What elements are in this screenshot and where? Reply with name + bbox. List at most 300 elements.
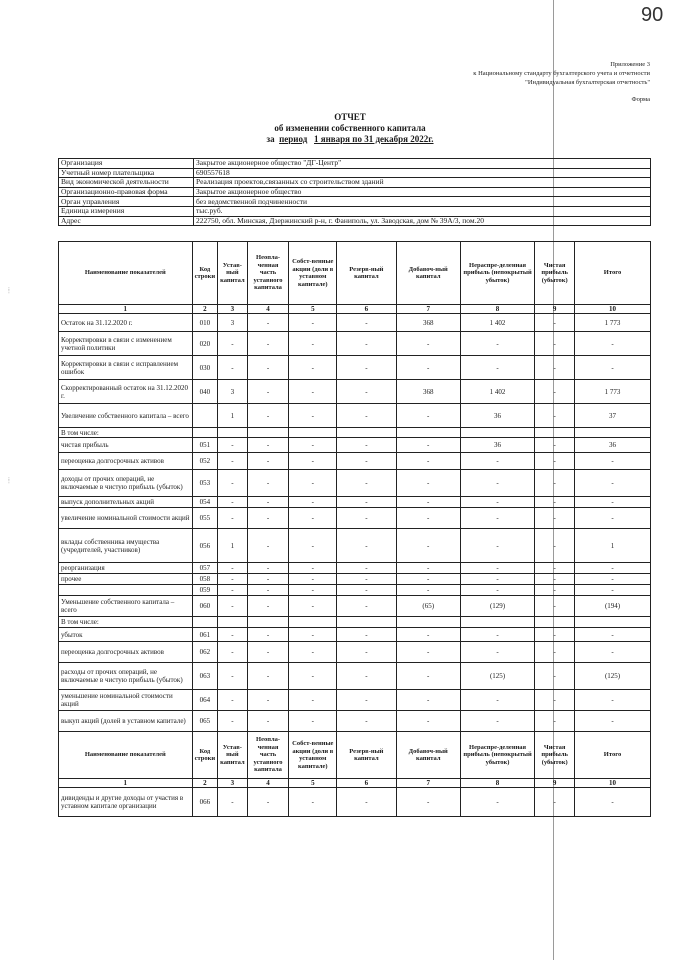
value-cell: - <box>460 529 534 563</box>
value-cell: - <box>535 380 575 404</box>
value-cell: - <box>218 332 248 356</box>
value-cell: (65) <box>396 596 460 617</box>
value-cell: - <box>575 574 651 585</box>
value-cell <box>218 617 248 628</box>
value-cell: - <box>289 596 337 617</box>
value-cell: - <box>337 628 396 642</box>
row-label: выпуск дополнительных акций <box>59 497 193 508</box>
value-cell: - <box>247 356 289 380</box>
appendix-line-3: "Индивидуальная бухгалтерская отчетность" <box>525 79 650 86</box>
header-cell-c5: Собст-венные акции (доли в уставном капитале) <box>289 732 337 779</box>
table-row <box>59 596 651 617</box>
value-cell: - <box>289 585 337 596</box>
title-dates: 1 января по 31 декабря 2022г. <box>314 134 434 144</box>
value-cell: - <box>575 585 651 596</box>
value-cell: - <box>396 332 460 356</box>
value-cell <box>218 428 248 438</box>
column-number: 7 <box>396 305 460 314</box>
appendix-line-2: к Национальному стандарту бухгалтерского учета и отчетности <box>473 70 650 77</box>
value-cell: - <box>247 332 289 356</box>
value-cell: 37 <box>575 404 651 428</box>
value-cell: - <box>247 438 289 453</box>
value-cell: - <box>337 470 396 497</box>
value-cell: - <box>218 508 248 529</box>
value-cell: - <box>460 711 534 732</box>
value-cell: - <box>218 453 248 470</box>
value-cell: (129) <box>460 596 534 617</box>
row-code: 030 <box>192 356 218 380</box>
table-row <box>59 711 651 732</box>
value-cell: - <box>337 574 396 585</box>
column-number: 4 <box>247 305 289 314</box>
row-code: 062 <box>192 642 218 663</box>
row-label: увеличение номинальной стоимости акций <box>59 508 193 529</box>
column-number: 4 <box>247 779 289 788</box>
row-code: 020 <box>192 332 218 356</box>
value-cell: - <box>575 642 651 663</box>
info-row <box>59 206 651 216</box>
value-cell: 1 <box>218 404 248 428</box>
info-key: Адрес <box>59 216 194 226</box>
value-cell: - <box>535 332 575 356</box>
value-cell: 3 <box>218 314 248 332</box>
value-cell: - <box>337 563 396 574</box>
value-cell: 1 402 <box>460 380 534 404</box>
header-cell-c6: Резерв-ный капитал <box>337 732 396 779</box>
value-cell: - <box>289 453 337 470</box>
value-cell: - <box>396 690 460 711</box>
title-line-2: об изменении собственного капитала <box>274 123 426 133</box>
info-value: тыс.руб. <box>194 206 651 216</box>
info-row <box>59 168 651 178</box>
value-cell: - <box>289 663 337 690</box>
value-cell: - <box>289 470 337 497</box>
value-cell: 1 <box>218 529 248 563</box>
value-cell: - <box>218 642 248 663</box>
value-cell: - <box>535 574 575 585</box>
value-cell: - <box>218 574 248 585</box>
value-cell: - <box>247 690 289 711</box>
value-cell: - <box>535 470 575 497</box>
value-cell: - <box>247 628 289 642</box>
column-number-row <box>59 779 651 788</box>
header-cell-c7: Добавоч-ный капитал <box>396 242 460 305</box>
value-cell: - <box>535 453 575 470</box>
value-cell: - <box>535 529 575 563</box>
row-code: 056 <box>192 529 218 563</box>
row-code <box>192 404 218 428</box>
value-cell: - <box>396 563 460 574</box>
value-cell: - <box>396 788 460 817</box>
value-cell: - <box>575 711 651 732</box>
header-cell-c10: Итого <box>575 242 651 305</box>
row-label: уменьшение номинальной стоимости акций <box>59 690 193 711</box>
appendix-note <box>420 60 650 87</box>
value-cell: - <box>460 508 534 529</box>
value-cell: - <box>460 563 534 574</box>
value-cell: - <box>535 711 575 732</box>
column-number: 6 <box>337 779 396 788</box>
row-code: 055 <box>192 508 218 529</box>
info-value: 690557618 <box>194 168 651 178</box>
table-row <box>59 563 651 574</box>
info-key: Учетный номер плательщика <box>59 168 194 178</box>
table-row <box>59 470 651 497</box>
value-cell: - <box>247 642 289 663</box>
value-cell: 1 773 <box>575 314 651 332</box>
row-code: 010 <box>192 314 218 332</box>
value-cell: - <box>460 332 534 356</box>
table-row <box>59 529 651 563</box>
value-cell: - <box>535 585 575 596</box>
value-cell: - <box>218 788 248 817</box>
value-cell: - <box>535 596 575 617</box>
value-cell <box>396 428 460 438</box>
value-cell: - <box>396 529 460 563</box>
row-label: переоценка долгосрочных активов <box>59 453 193 470</box>
value-cell: - <box>218 585 248 596</box>
row-label: В том числе: <box>59 428 193 438</box>
value-cell: - <box>575 332 651 356</box>
value-cell: - <box>247 497 289 508</box>
info-value: без ведомственной подчиненности <box>194 197 651 207</box>
column-number: 1 <box>59 305 193 314</box>
value-cell: - <box>575 470 651 497</box>
value-cell: - <box>337 314 396 332</box>
row-label: Остаток на 31.12.2020 г. <box>59 314 193 332</box>
table-row <box>59 314 651 332</box>
value-cell: - <box>535 788 575 817</box>
value-cell: - <box>396 508 460 529</box>
header-cell-name: Наименование показателей <box>59 242 193 305</box>
table-row <box>59 380 651 404</box>
value-cell: - <box>247 404 289 428</box>
header-cell-c4: Неопла-ченная часть уставного капитала <box>247 732 289 779</box>
value-cell: (125) <box>575 663 651 690</box>
value-cell: - <box>337 788 396 817</box>
value-cell: - <box>396 356 460 380</box>
row-label: доходы от прочих операций, не включаемые в чистую прибыль (убыток) <box>59 470 193 497</box>
value-cell: 368 <box>396 314 460 332</box>
value-cell <box>460 428 534 438</box>
row-code: 057 <box>192 563 218 574</box>
header-cell-c8: Нераспре-деленная прибыль (непокрытый убыток) <box>460 732 534 779</box>
value-cell: - <box>337 438 396 453</box>
value-cell: - <box>218 596 248 617</box>
value-cell: - <box>575 788 651 817</box>
row-code: 051 <box>192 438 218 453</box>
header-cell-name: Наименование показателей <box>59 732 193 779</box>
value-cell: - <box>460 453 534 470</box>
header-row <box>59 242 651 305</box>
header-cell-c9: Чистая прибыль (убыток) <box>535 732 575 779</box>
page-number: 90 <box>641 4 664 26</box>
row-code <box>192 617 218 628</box>
info-value: Закрытое акционерное общество "ДГ-Центр" <box>194 159 651 169</box>
row-label: Уменьшение собственного капитала – всего <box>59 596 193 617</box>
value-cell <box>575 617 651 628</box>
column-number: 3 <box>218 305 248 314</box>
value-cell: - <box>247 563 289 574</box>
header-cell-c5: Собст-венные акции (доли в уставном капитале) <box>289 242 337 305</box>
value-cell: - <box>460 690 534 711</box>
value-cell: 3 <box>218 380 248 404</box>
column-number: 1 <box>59 779 193 788</box>
value-cell: - <box>247 788 289 817</box>
row-code: 059 <box>192 585 218 596</box>
value-cell: - <box>460 628 534 642</box>
info-row <box>59 197 651 207</box>
row-label: переоценка долгосрочных активов <box>59 642 193 663</box>
value-cell: - <box>460 585 534 596</box>
value-cell <box>396 617 460 628</box>
value-cell: - <box>289 404 337 428</box>
value-cell: - <box>247 663 289 690</box>
column-number: 5 <box>289 305 337 314</box>
value-cell: - <box>337 356 396 380</box>
value-cell: - <box>247 453 289 470</box>
value-cell: - <box>337 529 396 563</box>
column-number: 10 <box>575 779 651 788</box>
info-row <box>59 216 651 226</box>
value-cell: - <box>289 508 337 529</box>
value-cell <box>575 428 651 438</box>
value-cell: - <box>337 711 396 732</box>
value-cell: 1 773 <box>575 380 651 404</box>
row-code: 060 <box>192 596 218 617</box>
value-cell: - <box>289 380 337 404</box>
organization-info-table <box>58 158 651 226</box>
value-cell: - <box>396 470 460 497</box>
value-cell: - <box>337 404 396 428</box>
value-cell: - <box>218 356 248 380</box>
value-cell <box>535 428 575 438</box>
value-cell: - <box>289 314 337 332</box>
value-cell: - <box>575 356 651 380</box>
table-row <box>59 690 651 711</box>
column-number: 2 <box>192 779 218 788</box>
column-number: 9 <box>535 779 575 788</box>
column-number: 8 <box>460 779 534 788</box>
value-cell: - <box>289 711 337 732</box>
header-cell-c4: Неопла-ченная часть уставного капитала <box>247 242 289 305</box>
title-za: за <box>266 134 275 144</box>
info-key: Организационно-правовая форма <box>59 187 194 197</box>
row-label: убыток <box>59 628 193 642</box>
value-cell: - <box>535 628 575 642</box>
value-cell: - <box>337 380 396 404</box>
value-cell: - <box>535 642 575 663</box>
row-label: прочее <box>59 574 193 585</box>
table-row <box>59 788 651 817</box>
value-cell: - <box>575 690 651 711</box>
value-cell: - <box>247 529 289 563</box>
row-label <box>59 585 193 596</box>
value-cell: - <box>396 585 460 596</box>
value-cell <box>289 428 337 438</box>
title-line-1: ОТЧЕТ <box>334 112 366 122</box>
value-cell: - <box>247 314 289 332</box>
value-cell: - <box>396 404 460 428</box>
column-number: 7 <box>396 779 460 788</box>
value-cell: - <box>218 628 248 642</box>
row-code: 040 <box>192 380 218 404</box>
header-cell-code: Код строки <box>192 732 218 779</box>
value-cell: - <box>218 663 248 690</box>
header-cell-c9: Чистая прибыль (убыток) <box>535 242 575 305</box>
value-cell: - <box>575 497 651 508</box>
title-period: период <box>279 134 308 144</box>
value-cell: - <box>218 438 248 453</box>
row-code: 061 <box>192 628 218 642</box>
form-label: Форма <box>631 96 650 103</box>
value-cell: 36 <box>460 404 534 428</box>
value-cell: - <box>289 563 337 574</box>
value-cell: - <box>460 356 534 380</box>
value-cell: - <box>396 574 460 585</box>
value-cell: - <box>575 563 651 574</box>
column-number-row <box>59 305 651 314</box>
header-cell-c3: Устав-ный капитал <box>218 732 248 779</box>
column-number: 2 <box>192 305 218 314</box>
value-cell: - <box>575 508 651 529</box>
value-cell: - <box>289 642 337 663</box>
row-label: чистая прибыль <box>59 438 193 453</box>
row-label: Увеличение собственного капитала – всего <box>59 404 193 428</box>
value-cell: - <box>218 690 248 711</box>
equity-changes-table <box>58 241 651 817</box>
table-row <box>59 356 651 380</box>
value-cell: - <box>535 690 575 711</box>
value-cell: - <box>337 663 396 690</box>
row-label: выкуп акций (долей в уставном капитале) <box>59 711 193 732</box>
value-cell <box>460 617 534 628</box>
value-cell: - <box>575 453 651 470</box>
column-number: 9 <box>535 305 575 314</box>
value-cell: - <box>396 453 460 470</box>
row-label: Корректировки в связи с изменением учетной политики <box>59 332 193 356</box>
value-cell: - <box>289 356 337 380</box>
value-cell: - <box>289 438 337 453</box>
info-key: Организация <box>59 159 194 169</box>
value-cell: - <box>535 663 575 690</box>
info-key: Вид экономической деятельности <box>59 178 194 188</box>
value-cell: - <box>460 470 534 497</box>
value-cell: - <box>337 596 396 617</box>
column-number: 6 <box>337 305 396 314</box>
info-row <box>59 159 651 169</box>
row-code: 054 <box>192 497 218 508</box>
value-cell: - <box>247 711 289 732</box>
value-cell: - <box>396 642 460 663</box>
table-row <box>59 585 651 596</box>
appendix-line-1: Приложение 3 <box>610 61 650 68</box>
value-cell: - <box>337 642 396 663</box>
value-cell: - <box>460 642 534 663</box>
table-row <box>59 332 651 356</box>
value-cell <box>247 428 289 438</box>
row-code: 064 <box>192 690 218 711</box>
table-row <box>59 617 651 628</box>
value-cell: - <box>535 497 575 508</box>
value-cell: - <box>337 332 396 356</box>
value-cell: - <box>396 711 460 732</box>
row-label: расходы от прочих операций, не включаемые в чистую прибыль (убыток) <box>59 663 193 690</box>
row-label: Корректировки в связи с исправлением ошибок <box>59 356 193 380</box>
value-cell: - <box>337 497 396 508</box>
value-cell: - <box>535 508 575 529</box>
value-cell: - <box>289 788 337 817</box>
value-cell: - <box>535 314 575 332</box>
value-cell: 1 <box>575 529 651 563</box>
value-cell <box>535 617 575 628</box>
value-cell: - <box>396 438 460 453</box>
value-cell: (125) <box>460 663 534 690</box>
row-code: 065 <box>192 711 218 732</box>
header-cell-c7: Добавоч-ный капитал <box>396 732 460 779</box>
info-value: Закрытое акционерное общество <box>194 187 651 197</box>
header-cell-code: Код строки <box>192 242 218 305</box>
column-number: 10 <box>575 305 651 314</box>
info-value: 222750, обл. Минская, Дзержинский р-н, г. Фаниполь, ул. Заводская, дом № 39А/3, пом.20 <box>194 216 651 226</box>
table-row <box>59 404 651 428</box>
table-row <box>59 663 651 690</box>
table-row <box>59 642 651 663</box>
value-cell <box>289 617 337 628</box>
value-cell: - <box>218 497 248 508</box>
value-cell: - <box>289 497 337 508</box>
table-row <box>59 508 651 529</box>
header-row <box>59 732 651 779</box>
row-code: 066 <box>192 788 218 817</box>
margin-mark: ⦙ <box>8 476 10 485</box>
value-cell <box>337 617 396 628</box>
row-label: дивиденды и другие доходы от участия в уставном капитале организации <box>59 788 193 817</box>
row-label: В том числе: <box>59 617 193 628</box>
value-cell <box>337 428 396 438</box>
header-cell-c10: Итого <box>575 732 651 779</box>
header-cell-c6: Резерв-ный капитал <box>337 242 396 305</box>
value-cell: - <box>460 788 534 817</box>
value-cell: - <box>460 497 534 508</box>
info-key: Единица измерения <box>59 206 194 216</box>
table-row <box>59 453 651 470</box>
row-code: 063 <box>192 663 218 690</box>
value-cell: - <box>247 470 289 497</box>
column-number: 5 <box>289 779 337 788</box>
value-cell: - <box>289 529 337 563</box>
value-cell <box>247 617 289 628</box>
value-cell: - <box>396 497 460 508</box>
value-cell: - <box>337 453 396 470</box>
value-cell: - <box>337 690 396 711</box>
row-code <box>192 428 218 438</box>
report-title <box>200 112 500 145</box>
value-cell: 368 <box>396 380 460 404</box>
info-row <box>59 187 651 197</box>
value-cell: - <box>247 585 289 596</box>
table-row <box>59 428 651 438</box>
row-label: вклады собственника имущества (учредителей, участников) <box>59 529 193 563</box>
value-cell: - <box>575 628 651 642</box>
value-cell: - <box>218 563 248 574</box>
value-cell: 36 <box>575 438 651 453</box>
row-code: 053 <box>192 470 218 497</box>
table-row <box>59 574 651 585</box>
value-cell: - <box>218 470 248 497</box>
info-row <box>59 178 651 188</box>
value-cell: - <box>247 574 289 585</box>
